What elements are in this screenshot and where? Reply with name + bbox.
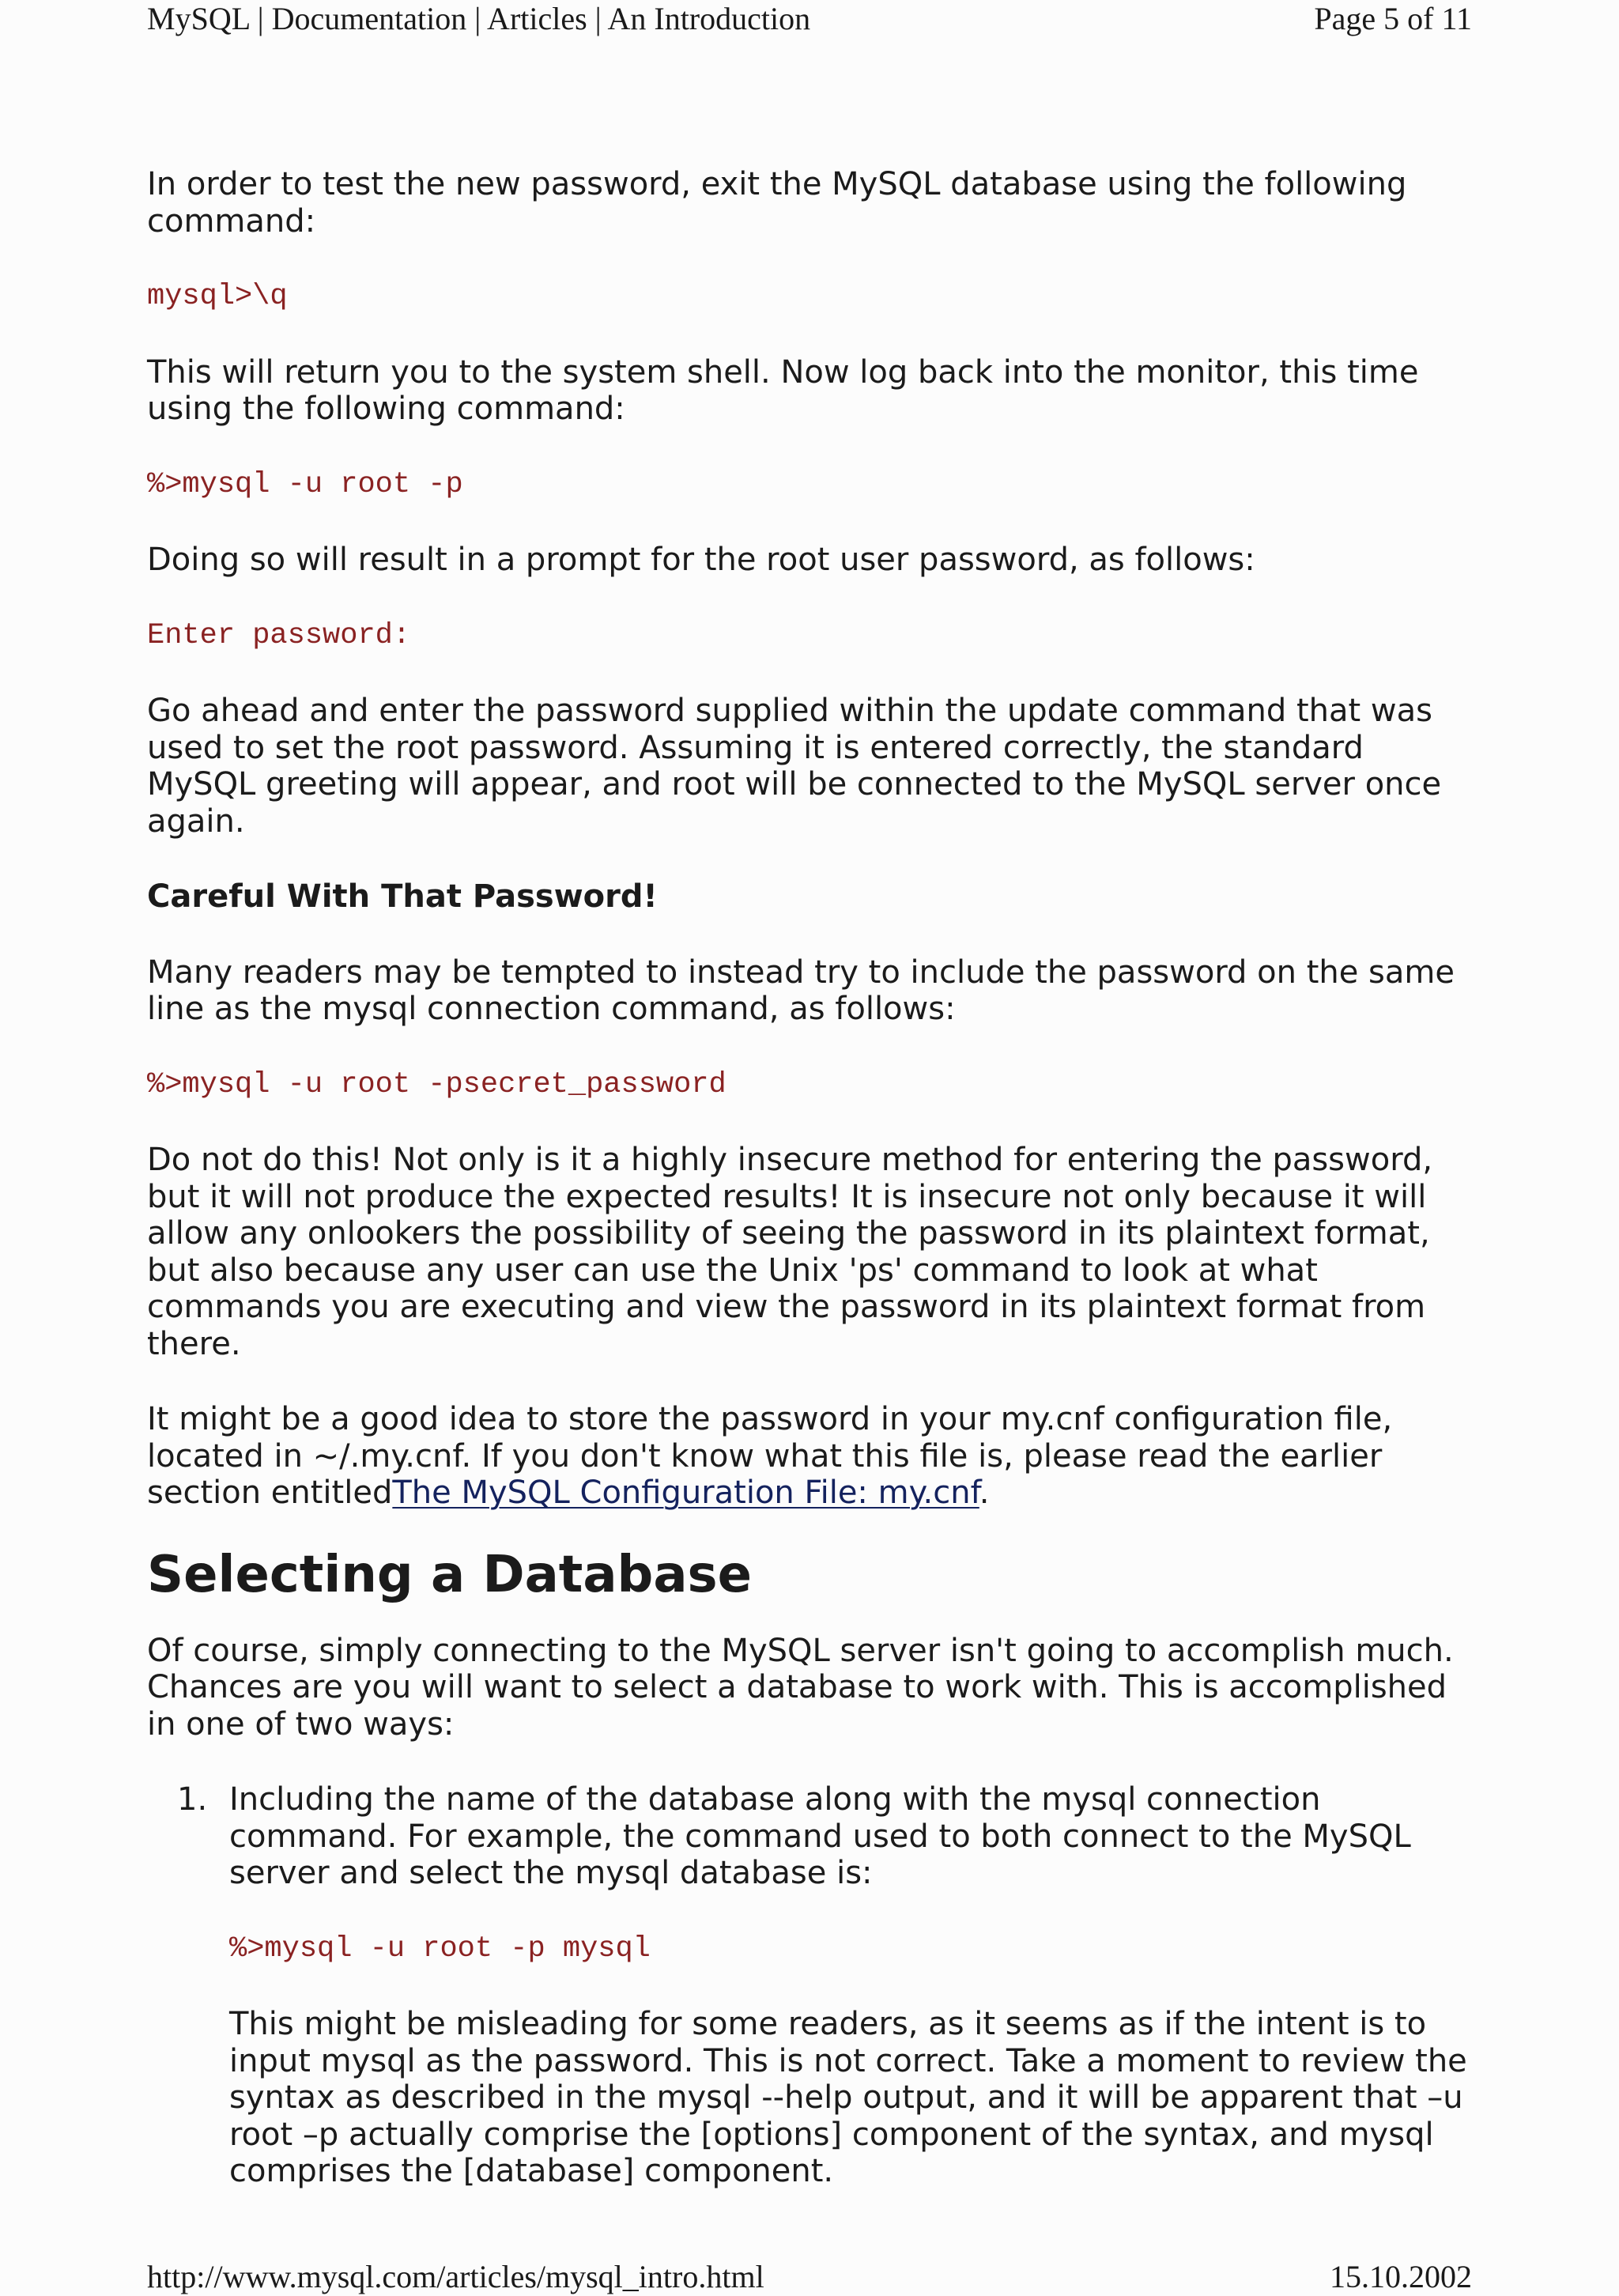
footer-date: 15.10.2002: [1330, 2259, 1472, 2294]
paragraph-tempted-readers: Many readers may be tempted to instead try to include the password on the same line as the mysql connection command, as follows:: [147, 954, 1455, 1027]
link-mysql-configuration-file[interactable]: The MySQL Configuration File: my.cnf: [392, 1475, 979, 1511]
page-number: Page 5 of 11: [1314, 1, 1472, 36]
paragraph-password-prompt: Doing so will result in a prompt for the root user password, as follows:: [147, 542, 1255, 578]
mycnf-tip-period: .: [979, 1475, 990, 1511]
footer-url: http://www.mysql.com/articles/mysql_intro.html: [147, 2259, 764, 2294]
mycnf-tip-text: It might be a good idea to store the password in your my.cnf configuration file, located in ~/.my.cnf. If you don't know what this file is, please read the earlier section entitled: [147, 1401, 1393, 1511]
paragraph-select-database-intro: Of course, simply connecting to the MySQL server isn't going to accomplish much. Chances are you will want to select a database to work with. This is accomplished in one of two ways:: [147, 1632, 1454, 1743]
code-inline-password-command: %>mysql -u root -psecret_password: [147, 1067, 726, 1101]
list-item-number: 1.: [177, 1781, 208, 1818]
section-heading-selecting-database: Selecting a Database: [147, 1545, 753, 1604]
paragraph-return-shell: This will return you to the system shell. Now log back into the monitor, this time using the following command:: [147, 353, 1419, 427]
paragraph-mycnf-tip: [147, 1401, 1475, 1512]
list-item-note: This might be misleading for some readers, as it seems as if the intent is to input mysql as the password. This is not correct. Take a moment to review the syntax as described in the mysql --help output, and it will be apparent that –u root –p actually comprise the [options] component of the syntax, and mysql comprises the [database] component.: [229, 2006, 1467, 2189]
paragraph-exit-instructions: In order to test the new password, exit the MySQL database using the following command:: [147, 166, 1407, 240]
code-login-command: %>mysql -u root -p: [147, 467, 463, 501]
code-enter-password: Enter password:: [147, 618, 411, 652]
code-quit-command: mysql>\q: [147, 280, 288, 313]
code-connect-select-database: %>mysql -u root -p mysql: [229, 1932, 651, 1966]
article-body: [147, 166, 1475, 2229]
database-selection-methods-list: [147, 1781, 1475, 2190]
list-item-text: Including the name of the database along with the mysql connection command. For example, the command used to both connect to the MySQL server and select the mysql database is:: [229, 1781, 1411, 1891]
paragraph-enter-password: Go ahead and enter the password supplied within the update command that was used to set the root password. Assuming it is entered correctly, the standard MySQL greeting will appear, and root will be connected to the MySQL server once again.: [147, 693, 1442, 840]
paragraph-insecure-warning: Do not do this! Not only is it a highly insecure method for entering the password, but it will not produce the expected results! It is insecure not only because it will allow any onlookers the possibility of seeing the password in its plaintext format, but also because any user can use the Unix 'ps' command to look at what commands you are executing and view the password in its plaintext format from there.: [147, 1142, 1433, 1362]
list-item: [147, 1781, 1475, 2190]
header-title: MySQL | Documentation | Articles | An Introduction: [147, 1, 811, 36]
subheading-careful-password: Careful With That Password!: [147, 878, 658, 915]
